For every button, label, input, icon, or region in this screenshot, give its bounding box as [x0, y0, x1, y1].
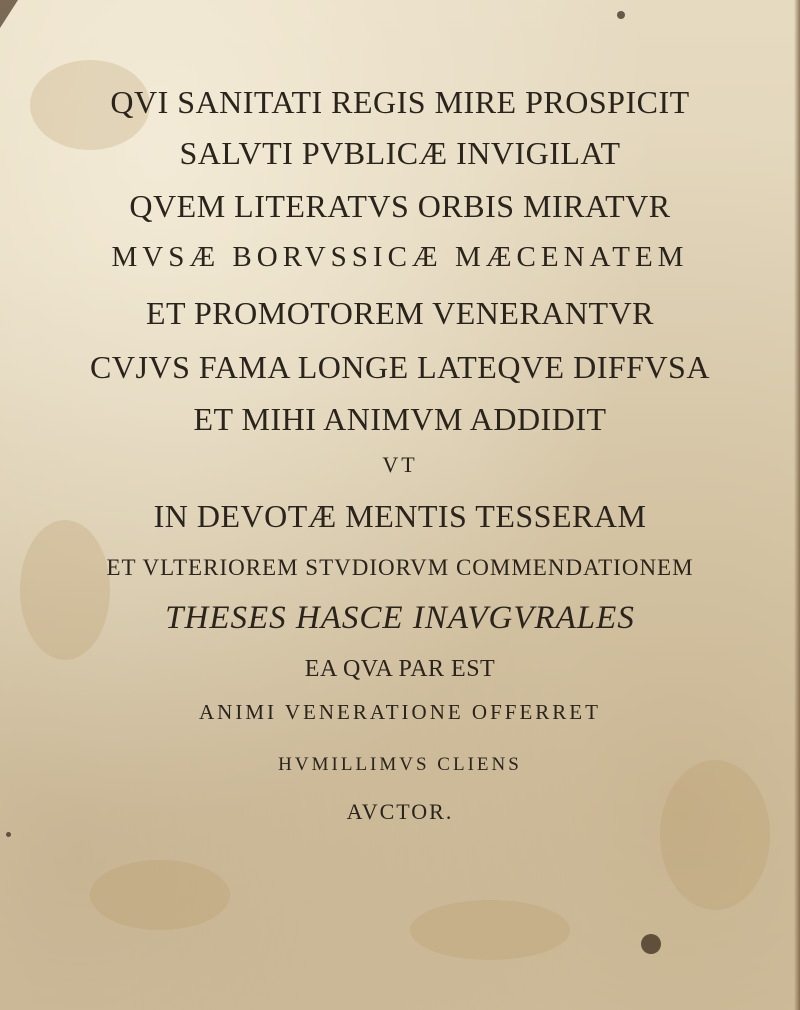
- dedication-line-15: AVCTOR.: [346, 799, 454, 824]
- foxing-stain: [410, 900, 570, 960]
- dedication-line-8: VT: [382, 452, 418, 477]
- ink-spot: [617, 11, 625, 19]
- dedication-line-13: ANIMI VENERATIONE OFFERRET: [199, 700, 601, 724]
- dedication-line-12: EA QVA PAR EST: [304, 656, 496, 682]
- dedication-line-11: THESES HASCE INAVGVRALES: [165, 600, 635, 636]
- foxing-stain: [20, 520, 110, 660]
- dedication-line-6: CVJVS FAMA LONGE LATEQVE DIFFVSA: [90, 349, 710, 385]
- foxing-stain: [660, 760, 770, 910]
- ink-spot: [6, 832, 11, 837]
- dedication-line-1: QVI SANITATI REGIS MIRE PROSPICIT: [110, 84, 690, 120]
- foxing-stain: [90, 860, 230, 930]
- dedication-line-5: ET PROMOTOREM VENERANTVR: [145, 295, 655, 331]
- page-corner-fold: [0, 0, 18, 28]
- dedication-line-9: IN DEVOTÆ MENTIS TESSERAM: [153, 498, 647, 534]
- ink-spot: [641, 934, 661, 954]
- dedication-line-2: SALVTI PVBLICÆ INVIGILAT: [179, 135, 621, 171]
- dedication-line-3: QVEM LITERATVS ORBIS MIRATVR: [129, 188, 671, 224]
- dedication-line-7: ET MIHI ANIMVM ADDIDIT: [193, 401, 607, 437]
- dedication-line-4: MVSÆ BORVSSICÆ MÆCENATEM: [111, 241, 689, 273]
- dedication-line-10: ET VLTERIOREM STVDIORVM COMMENDATIONEM: [106, 555, 694, 580]
- dedication-line-14: HVMILLIMVS CLIENS: [278, 754, 522, 775]
